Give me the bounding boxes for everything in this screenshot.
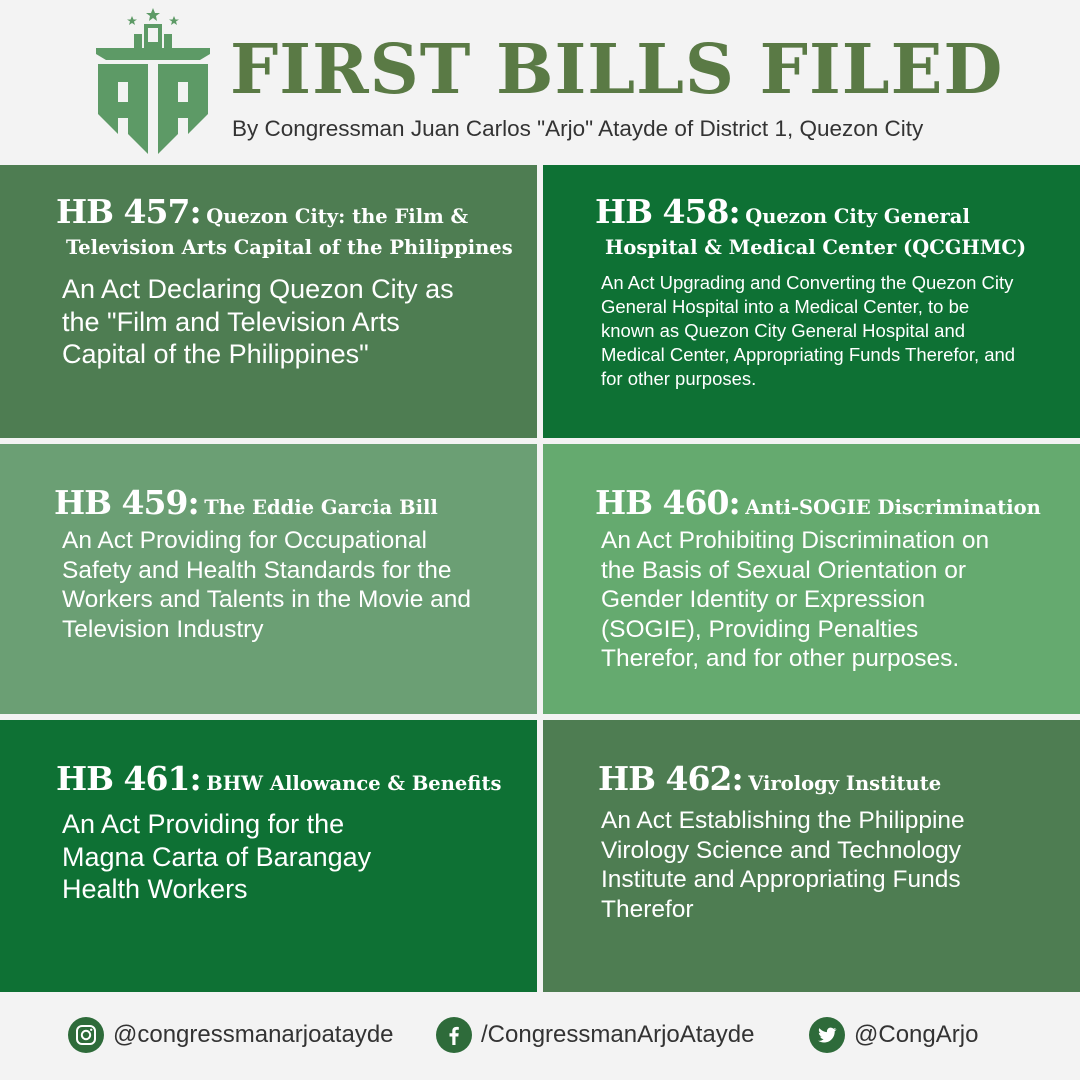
- bill-name: Virology Institute: [748, 772, 942, 795]
- bill-name-continued: Television Arts Capital of the Philippines: [66, 236, 513, 259]
- bill-description: An Act Providing for Occupational Safety and Health Standards for the Workers and Talents in the Movie and Television Industry: [62, 527, 472, 643]
- facebook-link[interactable]: [436, 1015, 754, 1055]
- bill-heading: [54, 483, 524, 524]
- twitter-icon: [809, 1017, 845, 1053]
- bill-name-continued: Hospital & Medical Center (QCGHMC): [605, 236, 1027, 259]
- instagram-handle: @congressmanarjoatayde: [113, 1021, 394, 1048]
- bill-heading: [598, 759, 1068, 800]
- bill-name: BHW Allowance & Benefits: [206, 772, 502, 795]
- facebook-handle: /CongressmanArjoAtayde: [481, 1021, 755, 1048]
- bill-name: Anti-SOGIE Discrimination: [745, 496, 1041, 519]
- bill-card-459: [0, 444, 537, 714]
- page-title: FIRST BILLS FILED: [230, 30, 1004, 110]
- bill-name: Quezon City: the Film &: [206, 205, 469, 228]
- header: [0, 0, 1080, 165]
- bill-number: HB 457:: [56, 192, 201, 231]
- bill-number: HB 461:: [56, 759, 201, 798]
- instagram-link[interactable]: [68, 1015, 394, 1055]
- bill-description: An Act Declaring Quezon City as the "Film and Television Arts Capital of the Philippines": [62, 274, 454, 369]
- bill-name: The Eddie Garcia Bill: [204, 496, 438, 519]
- instagram-icon: [68, 1017, 104, 1053]
- bill-card-457: [0, 165, 537, 438]
- bill-number: HB 460:: [595, 483, 740, 522]
- bills-grid: [0, 165, 1080, 992]
- bill-card-462: [543, 720, 1080, 992]
- bill-description: An Act Upgrading and Converting the Quezon City General Hospital into a Medical Center, to be known as Quezon City General Hospital and Medical Center, Appropriating Funds Therefor, and for other purposes.: [601, 272, 1016, 389]
- facebook-icon: [436, 1017, 472, 1053]
- footer: [0, 1000, 1080, 1080]
- bill-card-460: [543, 444, 1080, 714]
- bill-name: Quezon City General: [745, 205, 970, 228]
- bill-description: An Act Providing for the Magna Carta of Barangay Health Workers: [62, 809, 372, 904]
- bill-heading: [595, 192, 1075, 263]
- bill-number: HB 462:: [598, 759, 743, 798]
- twitter-handle: @CongArjo: [854, 1021, 979, 1048]
- bill-number: HB 458:: [595, 192, 740, 231]
- bill-heading: [56, 192, 526, 263]
- bill-description: An Act Establishing the Philippine Virology Science and Technology Institute and Appropriating Funds Therefor: [601, 807, 965, 923]
- bill-card-458: [543, 165, 1080, 438]
- bill-heading: [595, 483, 1080, 524]
- twitter-link[interactable]: [809, 1015, 978, 1055]
- aa-logo-icon: [92, 6, 214, 156]
- bill-description: An Act Prohibiting Discrimination on the Basis of Sexual Orientation or Gender Identity or Expression (SOGIE), Providing Penalties Therefor, and for other purposes.: [601, 527, 990, 672]
- bill-number: HB 459:: [54, 483, 199, 522]
- page-subtitle: By Congressman Juan Carlos "Arjo" Atayde of District 1, Quezon City: [232, 116, 924, 141]
- bill-card-461: [0, 720, 537, 992]
- bill-heading: [56, 759, 526, 800]
